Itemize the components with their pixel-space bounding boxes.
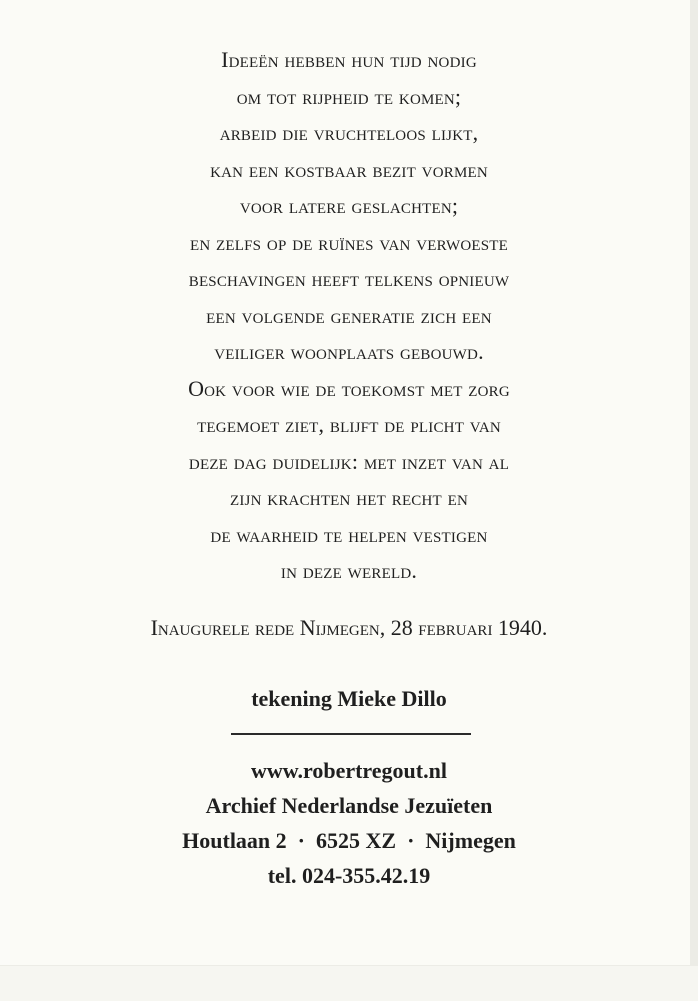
quote-line: in deze wereld.	[280, 558, 418, 583]
quote-block	[0, 42, 698, 590]
quote-line: kan een kostbaar bezit vormen	[210, 156, 488, 182]
address-street: Houtlaan 2	[182, 828, 287, 853]
citation: Inaugurele rede Nijmegen, 28 februari 1940.	[150, 615, 548, 640]
website-link: www.robertregout.nl	[251, 758, 447, 783]
quote-line: voor latere geslachten;	[239, 193, 459, 218]
address-separator: ·	[297, 828, 306, 853]
quote-line: arbeid die vruchteloos lijkt,	[219, 120, 479, 145]
organization-name: Archief Nederlandse Jezuïeten	[205, 793, 493, 818]
quote-line: Ideeën hebben hun tijd nodig	[221, 47, 477, 72]
quote-line: deze dag duidelijk: met inzet van al	[188, 448, 510, 474]
quote-line: en zelfs op de ruïnes van verwoeste	[189, 229, 509, 255]
scan-bottom-edge	[0, 965, 698, 1001]
divider-line	[231, 733, 471, 735]
quote-line: zijn krachten het recht en	[229, 485, 468, 510]
quote-line: Ook voor wie de toekomst met zorg	[188, 375, 510, 401]
quote-line: veiliger woonplaats gebouwd.	[214, 339, 484, 364]
quote-line: de waarheid te helpen vestigen	[210, 521, 488, 547]
contact-block	[0, 753, 698, 893]
quote-line: een volgende generatie zich een	[206, 302, 492, 328]
address-city: Nijmegen	[425, 828, 516, 853]
quote-line: tegemoet ziet, blijft de plicht van	[197, 412, 501, 437]
quote-line: beschavingen heeft telkens opnieuw	[188, 266, 510, 291]
quote-line: om tot rijpheid te komen;	[236, 83, 462, 109]
address-line	[0, 823, 698, 858]
drawing-credit: tekening Mieke Dillo	[251, 686, 447, 711]
address-postal: 6525 XZ	[316, 828, 397, 853]
phone-number: tel. 024-355.42.19	[267, 863, 431, 888]
address-separator: ·	[407, 828, 415, 853]
